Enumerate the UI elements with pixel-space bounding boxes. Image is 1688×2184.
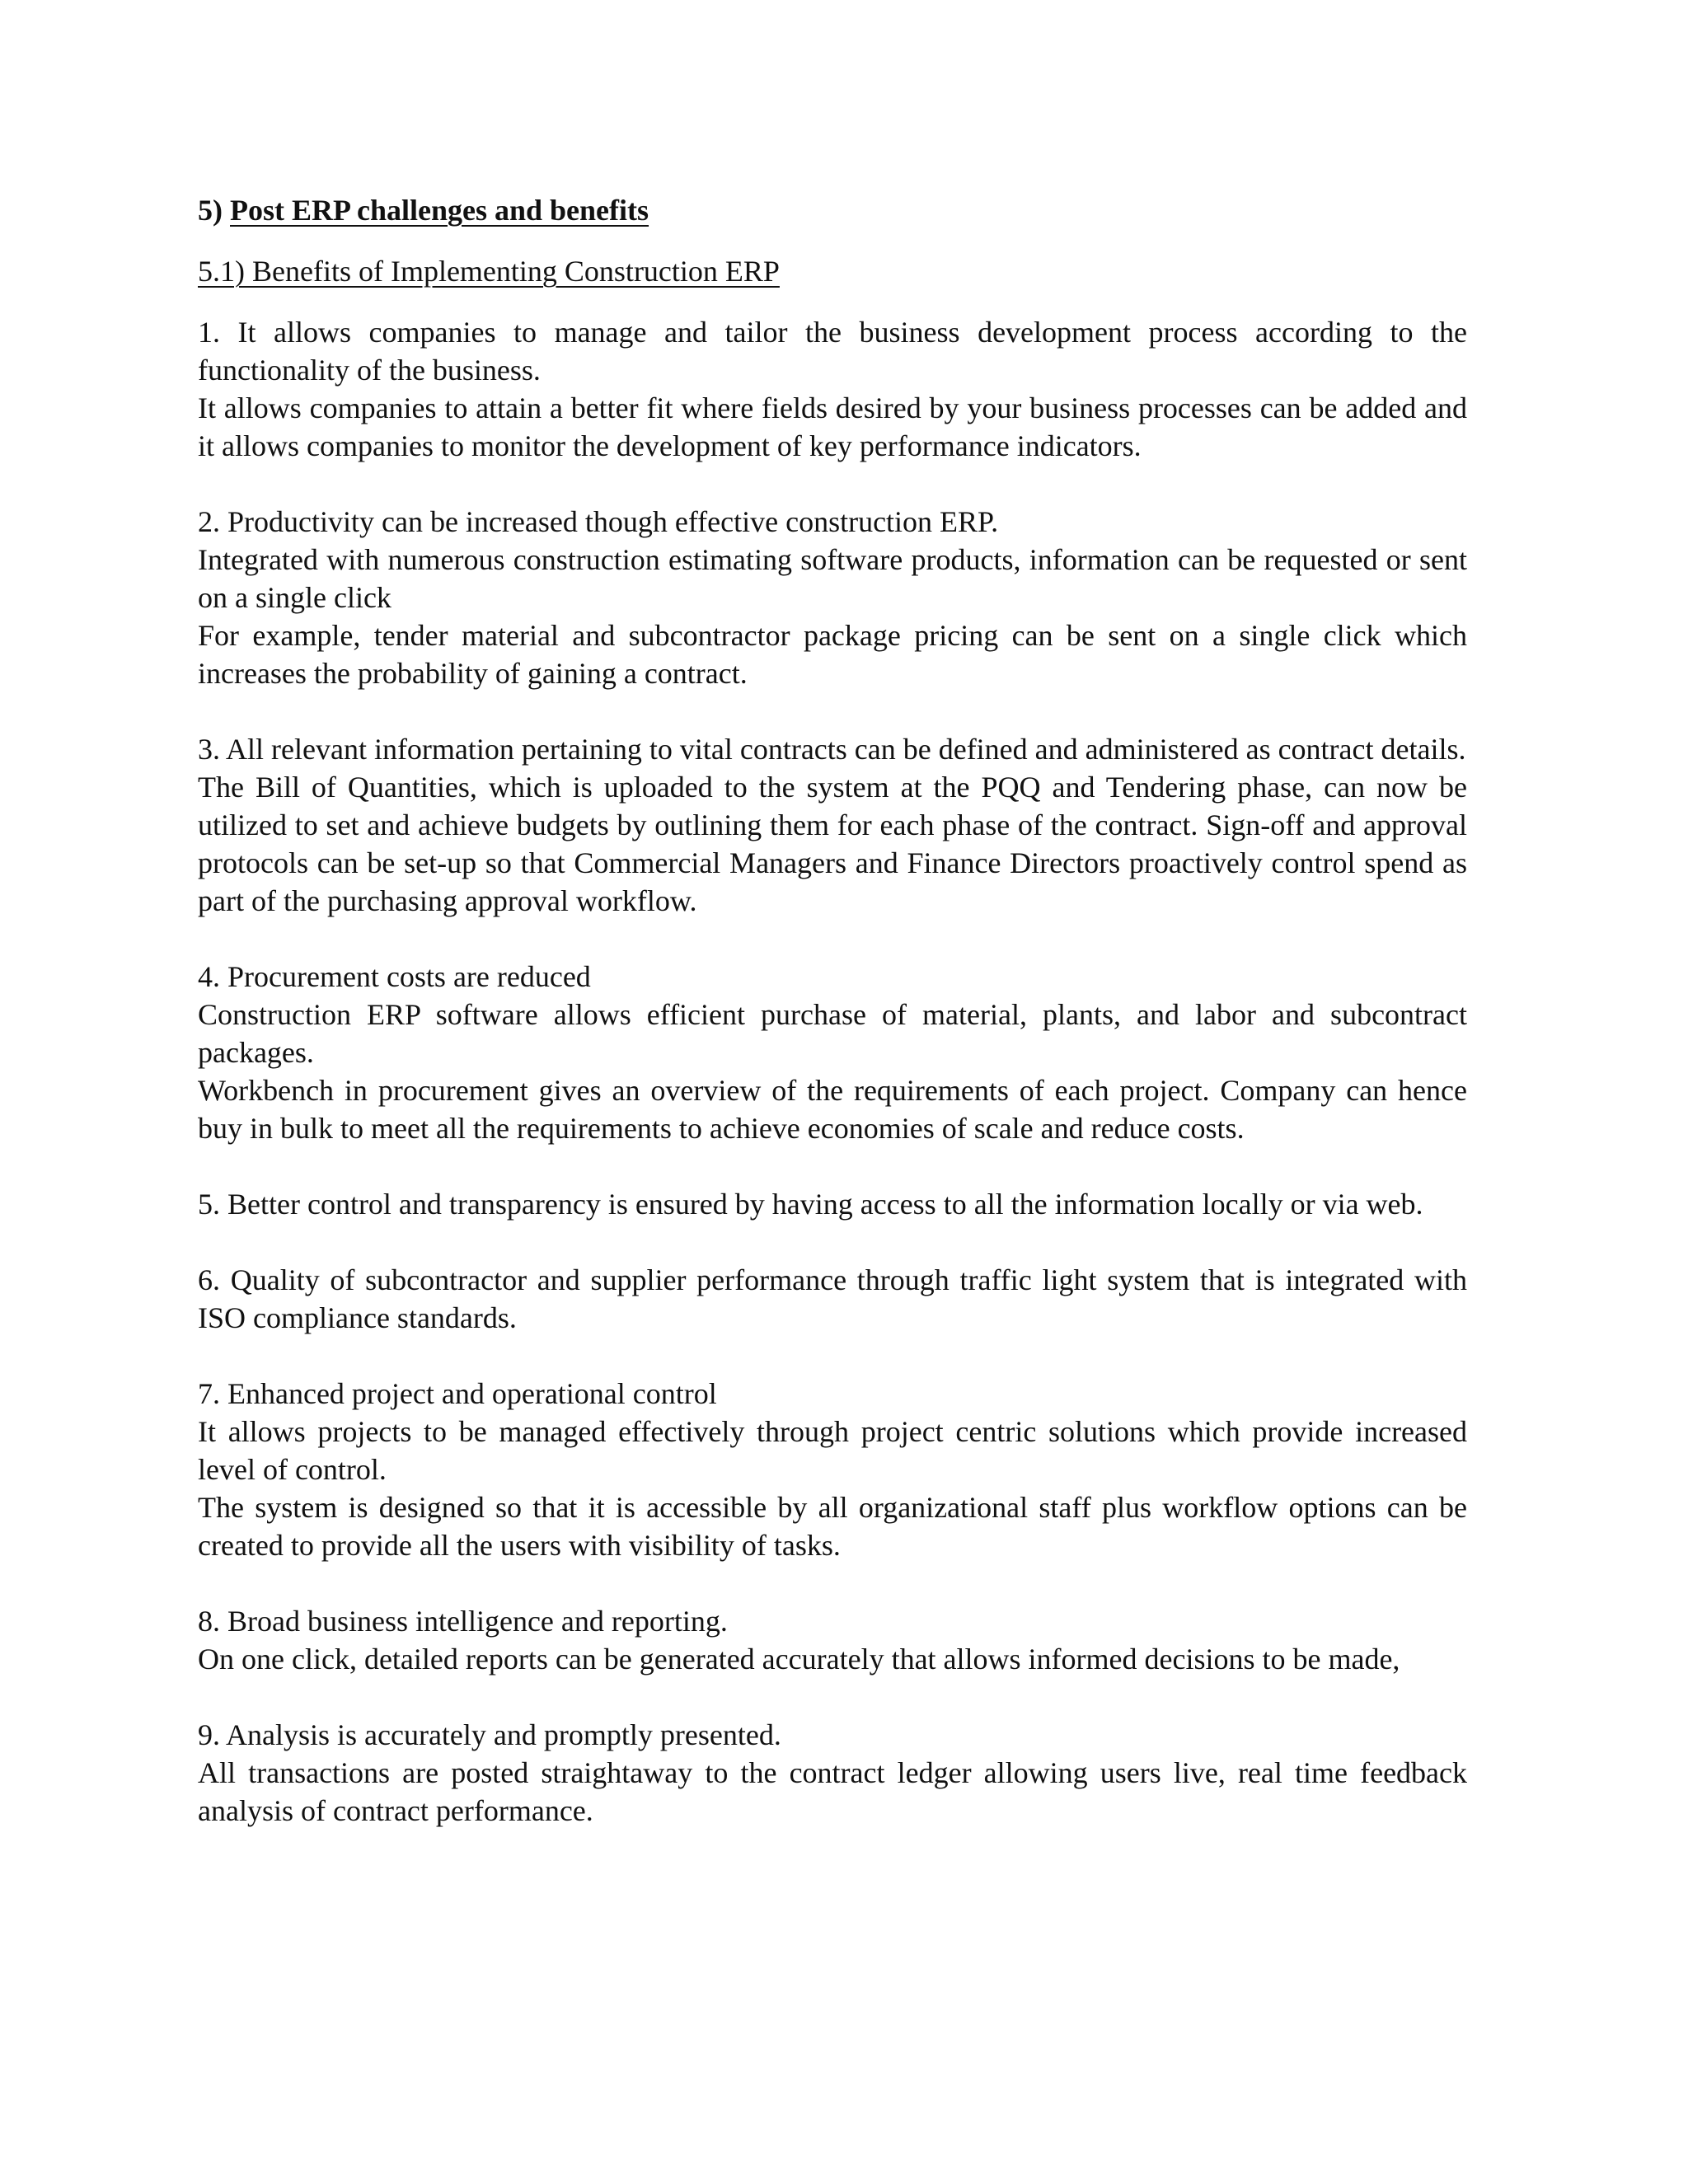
benefit-item-5 (198, 1185, 1467, 1223)
benefit-item-4 (198, 958, 1467, 1147)
subsection-title: Benefits of Implementing Construction ERP (252, 255, 780, 288)
document-page (198, 191, 1467, 1868)
benefit-item-8 (198, 1602, 1467, 1678)
benefit-paragraph: 7. Enhanced project and operational control (198, 1377, 717, 1410)
benefit-paragraph: Integrated with numerous construction estimating software products, information can be requested or sent on a single click (198, 543, 1467, 614)
benefit-item-7 (198, 1375, 1467, 1564)
benefit-item-9 (198, 1716, 1467, 1830)
benefit-paragraph: 1. It allows companies to manage and tailor the business development process according to the functionality of the business. (198, 316, 1467, 387)
benefit-paragraph: 8. Broad business intelligence and reporting. (198, 1605, 728, 1638)
benefit-paragraph: The Bill of Quantities, which is uploaded to the system at the PQQ and Tendering phase, can now be utilized to set and achieve budgets by outlining them for each phase of the contract. Sign-off and approval protocols can be set-up so that Commercial Managers and Finance Directors proactively control spend as part of the purchasing approval workflow. (198, 771, 1467, 917)
benefit-paragraph: 4. Procurement costs are reduced (198, 960, 591, 993)
benefit-paragraph: The system is designed so that it is accessible by all organizational staff plus workflow options can be created to provide all the users with visibility of tasks. (198, 1491, 1467, 1562)
subsection-heading (198, 252, 1467, 290)
benefit-paragraph: It allows projects to be managed effectively through project centric solutions which provide increased level of control. (198, 1415, 1467, 1486)
benefit-item-3 (198, 730, 1467, 920)
section-title: Post ERP challenges and benefits (230, 194, 649, 227)
benefit-paragraph: On one click, detailed reports can be generated accurately that allows informed decisions to be made, (198, 1643, 1400, 1675)
benefit-paragraph: Construction ERP software allows efficient purchase of material, plants, and labor and subcontract packages. (198, 998, 1467, 1069)
section-heading (198, 191, 1467, 229)
benefit-paragraph: 6. Quality of subcontractor and supplier performance through traffic light system that is integrated with ISO compliance standards. (198, 1263, 1467, 1334)
benefit-paragraph: It allows companies to attain a better fit where fields desired by your business processes can be added and it allows companies to monitor the development of key performance indicators. (198, 391, 1467, 462)
benefit-paragraph: Workbench in procurement gives an overview of the requirements of each project. Company can hence buy in bulk to meet all the requirements to achieve economies of scale and reduce costs. (198, 1074, 1467, 1145)
benefit-paragraph: 5. Better control and transparency is ensured by having access to all the information locally or via web. (198, 1188, 1423, 1221)
benefit-paragraph: For example, tender material and subcontractor package pricing can be sent on a single click which increases the probability of gaining a contract. (198, 619, 1467, 690)
benefit-item-6 (198, 1261, 1467, 1337)
subsection-number: 5.1) (198, 255, 245, 288)
benefit-paragraph: 3. All relevant information pertaining to vital contracts can be defined and administered as contract details. (198, 733, 1466, 766)
benefit-item-1 (198, 313, 1467, 465)
benefit-item-2 (198, 503, 1467, 692)
benefit-paragraph: 2. Productivity can be increased though effective construction ERP. (198, 505, 999, 538)
benefit-paragraph: All transactions are posted straightaway to the contract ledger allowing users live, real time feedback analysis of contract performance. (198, 1756, 1467, 1827)
section-number: 5) (198, 194, 223, 227)
benefit-paragraph: 9. Analysis is accurately and promptly presented. (198, 1718, 781, 1751)
